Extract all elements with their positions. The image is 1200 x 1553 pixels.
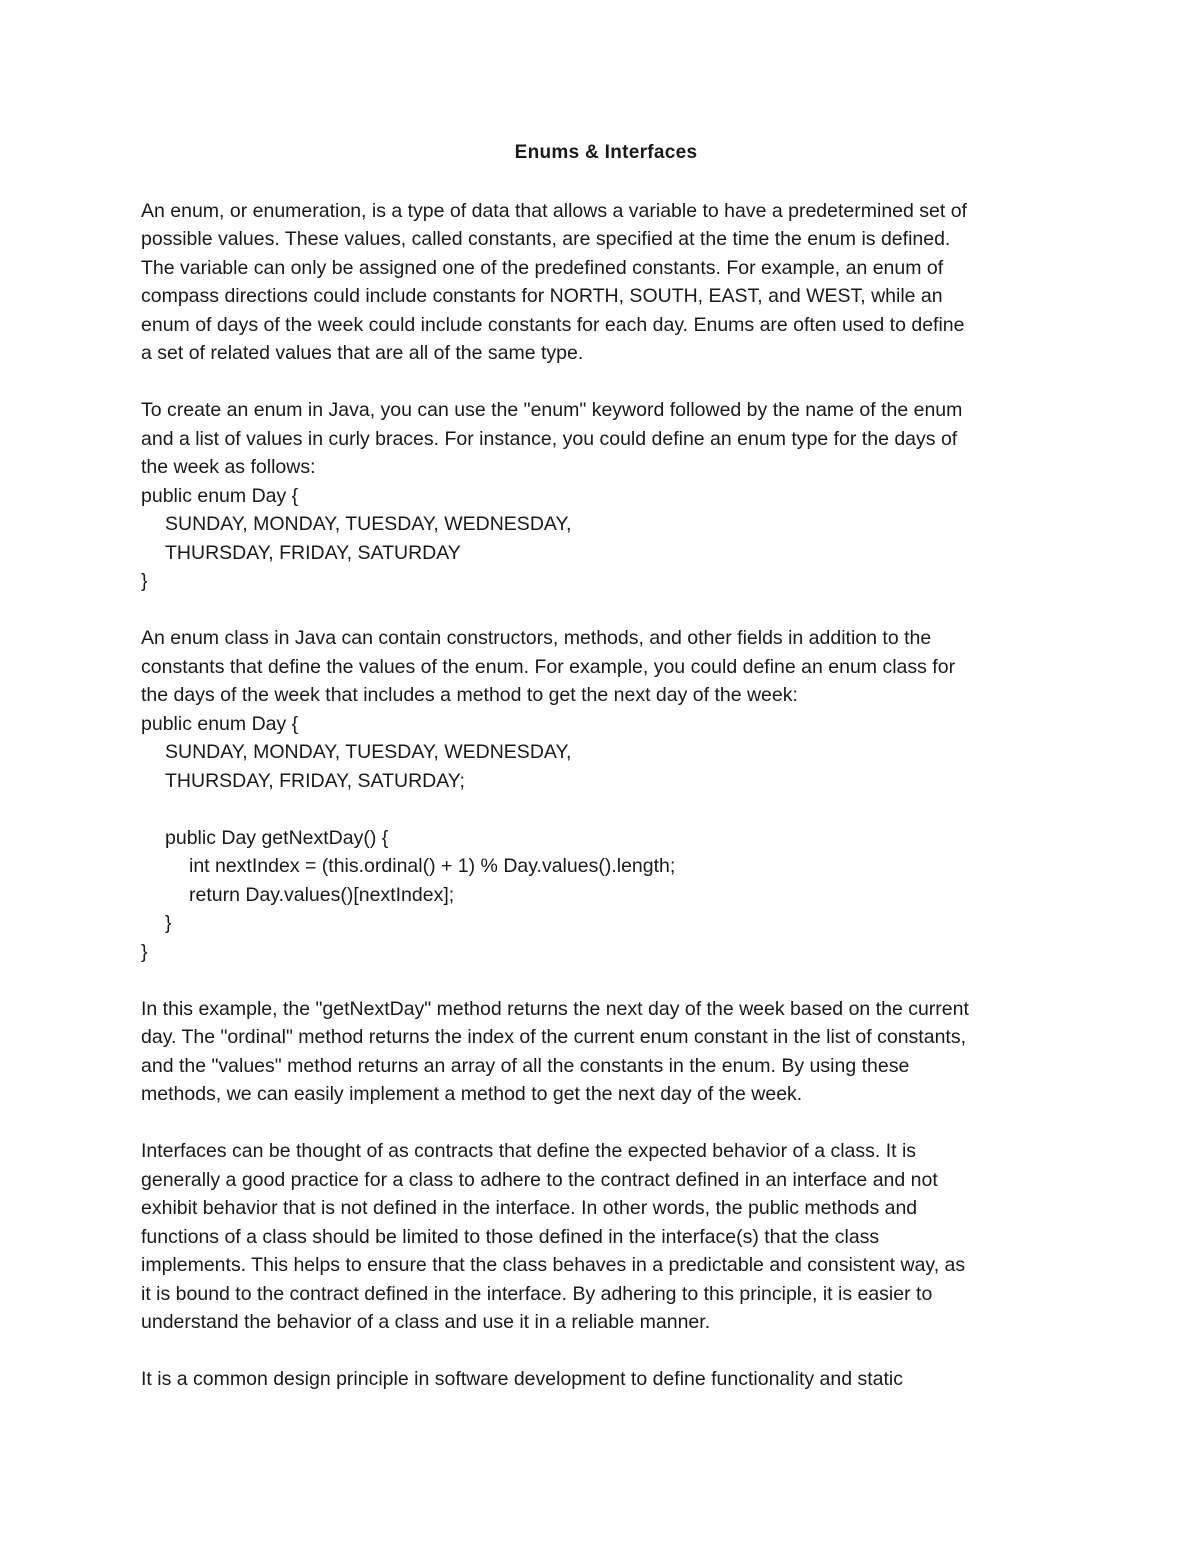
code-line: public Day getNextDay() { (165, 826, 389, 849)
paragraph-design-principle (141, 1365, 1071, 1394)
text-line: generally a good practice for a class to adhere to the contract defined in an interface and not (141, 1168, 938, 1191)
paragraph-create-enum (141, 396, 1071, 482)
text-line: and the "values" method returns an array of all the constants in the enum. By using these (141, 1054, 910, 1077)
text-line: In this example, the "getNextDay" method returns the next day of the week based on the current (141, 997, 969, 1020)
code-line: SUNDAY, MONDAY, TUESDAY, WEDNESDAY, (165, 741, 572, 763)
text-line: enum of days of the week could include constants for each day. Enums are often used to define (141, 313, 965, 336)
text-line: To create an enum in Java, you can use the "enum" keyword followed by the name of the enum (141, 399, 963, 421)
code-line: public enum Day { (141, 484, 299, 507)
text-line: compass directions could include constants for NORTH, SOUTH, EAST, and WEST, while an (141, 285, 943, 307)
text-line: constants that define the values of the enum. For example, you could define an enum class for (141, 655, 956, 678)
code-line: return Day.values()[nextIndex]; (189, 883, 455, 906)
code-block-enum-day (141, 482, 1071, 596)
text-line: methods, we can easily implement a method to get the next day of the week. (141, 1083, 803, 1105)
code-line: } (141, 940, 148, 963)
code-block-enum-day-method (141, 710, 1071, 967)
text-line: implements. This helps to ensure that the class behaves in a predictable and consistent way, as (141, 1254, 966, 1276)
paragraph-interfaces (141, 1137, 1071, 1337)
text-line: exhibit behavior that is not defined in the interface. In other words, the public methods and (141, 1197, 918, 1219)
text-line: the days of the week that includes a method to get the next day of the week: (141, 684, 798, 706)
text-line: An enum class in Java can contain constructors, methods, and other fields in addition to the (141, 627, 932, 649)
text-line: understand the behavior of a class and use it in a reliable manner. (141, 1311, 711, 1333)
text-line: a set of related values that are all of the same type. (141, 342, 584, 364)
code-line: THURSDAY, FRIDAY, SATURDAY (165, 541, 461, 564)
text-line: Interfaces can be thought of as contracts that define the expected behavior of a class. It is (141, 1140, 917, 1162)
paragraph-enum-class (141, 624, 1071, 710)
text-line: and a list of values in curly braces. For instance, you could define an enum type for the days of (141, 427, 958, 450)
paragraph-getnextday-explanation (141, 995, 1071, 1109)
code-line: THURSDAY, FRIDAY, SATURDAY; (165, 769, 465, 792)
code-line: } (165, 912, 172, 934)
code-line: SUNDAY, MONDAY, TUESDAY, WEDNESDAY, (165, 513, 572, 535)
code-line: public enum Day { (141, 712, 299, 735)
paragraph-enum-definition (141, 197, 1071, 368)
text-line: it is bound to the contract defined in the interface. By adhering to this principle, it is easier to (141, 1282, 933, 1305)
text-line: It is a common design principle in software development to define functionality and static (141, 1368, 903, 1390)
text-line: possible values. These values, called constants, are specified at the time the enum is defined. (141, 228, 951, 250)
text-line: An enum, or enumeration, is a type of data that allows a variable to have a predetermined set of (141, 199, 967, 222)
document-title: Enums & Interfaces (514, 142, 698, 163)
text-line: day. The "ordinal" method returns the index of the current enum constant in the list of constants, (141, 1026, 966, 1048)
code-line: int nextIndex = (this.ordinal() + 1) % Day.values().length; (189, 855, 676, 877)
text-line: the week as follows: (141, 456, 316, 478)
text-line: functions of a class should be limited to those defined in the interface(s) that the class (141, 1225, 880, 1248)
document-page (141, 138, 1071, 1394)
code-line: } (141, 570, 148, 592)
text-line: The variable can only be assigned one of the predefined constants. For example, an enum of (141, 256, 944, 279)
